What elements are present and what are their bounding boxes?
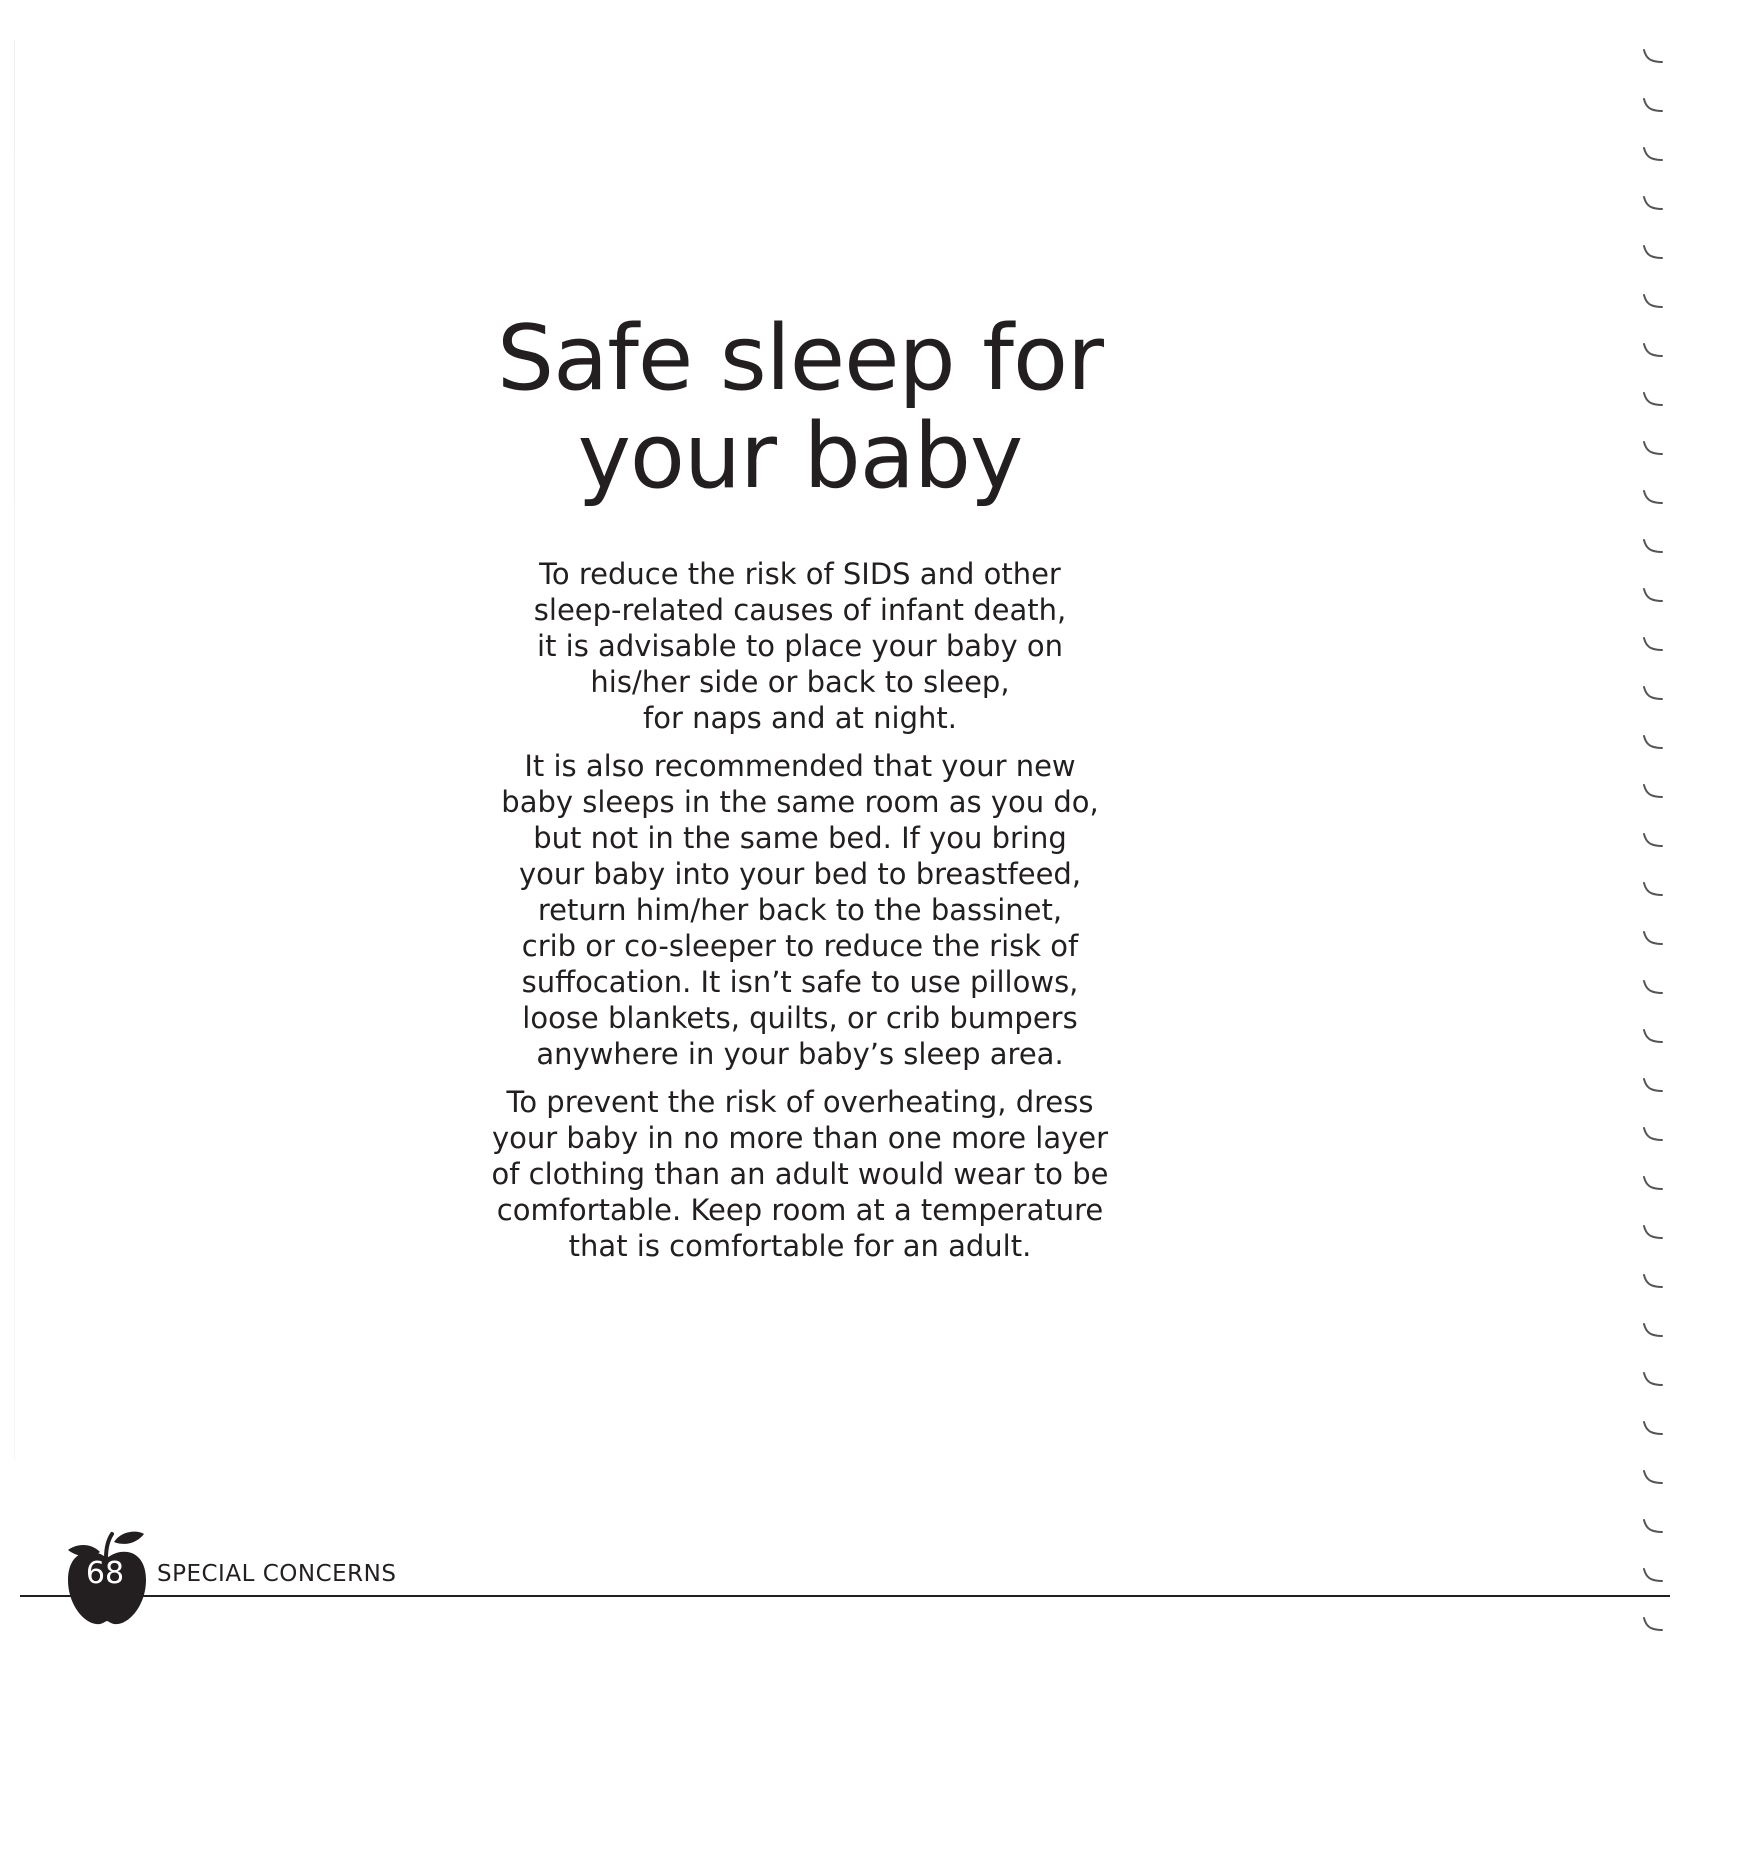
- text-line: your baby into your bed to breastfeed,: [518, 857, 1082, 891]
- binding-mark: [1644, 393, 1662, 405]
- binding-mark: [1644, 295, 1662, 307]
- paragraph-room-sharing: [480, 748, 1120, 1072]
- binding-mark: [1644, 442, 1662, 454]
- text-line: sleep-related causes of infant death,: [533, 593, 1067, 627]
- binding-mark: [1644, 540, 1662, 552]
- text-line: To reduce the risk of SIDS and other: [539, 557, 1061, 591]
- text-line: comfortable. Keep room at a temperature: [496, 1193, 1104, 1227]
- scan-edge: [14, 40, 15, 1460]
- binding-mark: [1644, 148, 1662, 160]
- binding-mark: [1644, 834, 1662, 846]
- text-line: that is comfortable for an adult.: [568, 1229, 1032, 1263]
- text-line: crib or co-sleeper to reduce the risk of: [521, 929, 1079, 963]
- binding-mark: [1644, 99, 1662, 111]
- title-line: your baby: [577, 404, 1023, 509]
- text-line: loose blankets, quilts, or crib bumpers: [522, 1001, 1078, 1035]
- binding-mark: [1644, 981, 1662, 993]
- binding-mark: [1644, 1079, 1662, 1091]
- binding-mark: [1644, 1569, 1662, 1581]
- binding-mark: [1644, 1618, 1662, 1630]
- paragraph-overheating: [480, 1084, 1120, 1264]
- text-line: suffocation. It isn’t safe to use pillows,: [521, 965, 1079, 999]
- binding-mark: [1644, 589, 1662, 601]
- binding-mark: [1644, 1520, 1662, 1532]
- text-line: To prevent the risk of overheating, dress: [506, 1085, 1094, 1119]
- spiral-binding: [1640, 40, 1680, 1660]
- binding-mark: [1644, 1128, 1662, 1140]
- binding-mark: [1644, 491, 1662, 503]
- text-line: your baby in no more than one more layer: [491, 1121, 1109, 1155]
- binding-mark: [1644, 883, 1662, 895]
- binding-mark: [1644, 1422, 1662, 1434]
- paragraph-sids-risk: [480, 556, 1120, 736]
- text-line: anywhere in your baby’s sleep area.: [536, 1037, 1064, 1071]
- footer-divider: [20, 1595, 1670, 1597]
- binding-mark: [1644, 785, 1662, 797]
- section-label: SPECIAL CONCERNS: [157, 1561, 397, 1587]
- text-line: for naps and at night.: [643, 701, 957, 735]
- binding-mark: [1644, 246, 1662, 258]
- binding-mark: [1644, 1275, 1662, 1287]
- binding-mark: [1644, 1324, 1662, 1336]
- text-line: it is advisable to place your baby on: [537, 629, 1063, 663]
- binding-mark: [1644, 932, 1662, 944]
- main-content: [480, 306, 1120, 1276]
- page-number: 68: [85, 1556, 125, 1591]
- body-text: [480, 556, 1120, 1264]
- binding-mark: [1644, 344, 1662, 356]
- text-line: return him/her back to the bassinet,: [537, 893, 1063, 927]
- binding-mark: [1644, 1373, 1662, 1385]
- binding-mark: [1644, 197, 1662, 209]
- text-line: but not in the same bed. If you bring: [533, 821, 1067, 855]
- text-line: of clothing than an adult would wear to be: [491, 1157, 1109, 1191]
- title-line: Safe sleep for: [496, 306, 1104, 411]
- binding-mark: [1644, 1471, 1662, 1483]
- binding-mark: [1644, 736, 1662, 748]
- binding-mark: [1644, 638, 1662, 650]
- binding-mark: [1644, 1177, 1662, 1189]
- text-line: It is also recommended that your new: [524, 749, 1076, 783]
- text-line: baby sleeps in the same room as you do,: [501, 785, 1099, 819]
- binding-mark: [1644, 687, 1662, 699]
- binding-mark: [1644, 1030, 1662, 1042]
- binding-mark: [1644, 1226, 1662, 1238]
- page-title: [480, 306, 1120, 509]
- text-line: his/her side or back to sleep,: [590, 665, 1010, 699]
- binding-mark: [1644, 50, 1662, 62]
